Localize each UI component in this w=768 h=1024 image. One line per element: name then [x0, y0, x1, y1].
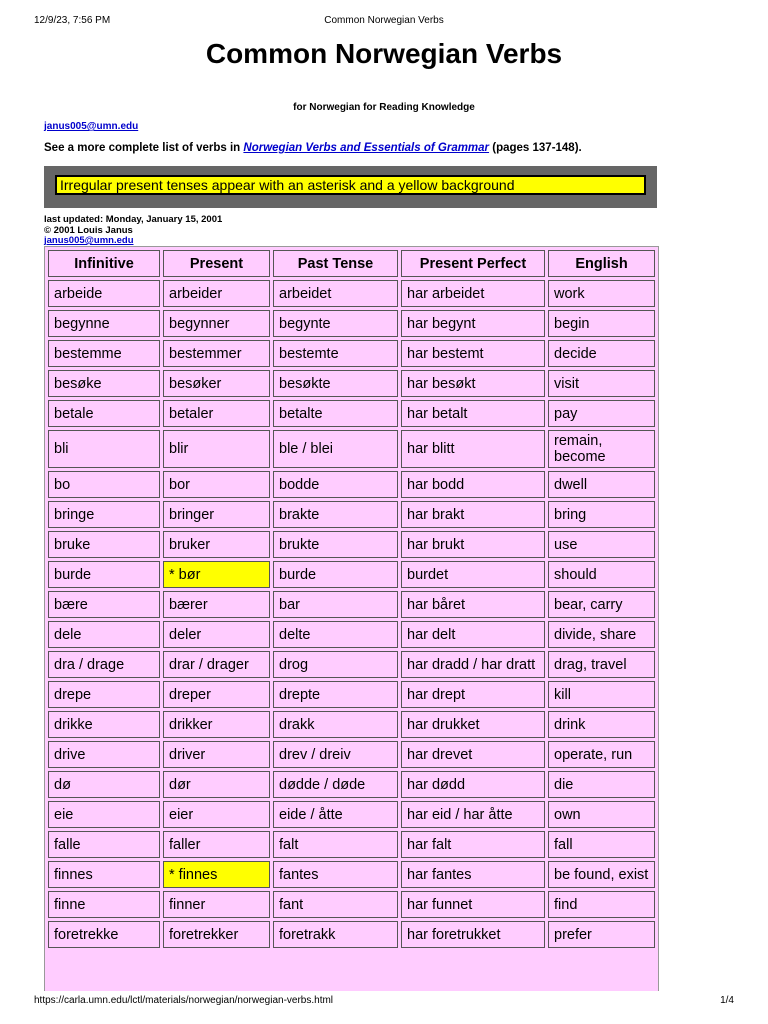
present-perfect-cell: har besøkt — [401, 370, 545, 397]
present-perfect-cell: har funnet — [401, 891, 545, 918]
english-cell: bear, carry — [548, 591, 655, 618]
copyright: © 2001 Louis Janus — [44, 224, 133, 236]
infinitive-cell: dø — [48, 771, 160, 798]
see-more-text — [44, 142, 582, 154]
past-tense-cell: brakte — [273, 501, 398, 528]
present-perfect-cell: har eid / har åtte — [401, 801, 545, 828]
present-perfect-cell: har fantes — [401, 861, 545, 888]
present-perfect-cell: har falt — [401, 831, 545, 858]
present-perfect-cell: har bodd — [401, 471, 545, 498]
table-row — [48, 400, 655, 427]
infinitive-cell: finnes — [48, 861, 160, 888]
present-cell: betaler — [163, 400, 270, 427]
present-cell: dreper — [163, 681, 270, 708]
table-row — [48, 621, 655, 648]
present-perfect-cell: har drukket — [401, 711, 545, 738]
infinitive-cell: dele — [48, 621, 160, 648]
present-cell: deler — [163, 621, 270, 648]
last-updated: last updated: Monday, January 15, 2001 — [44, 214, 223, 225]
past-tense-cell: falt — [273, 831, 398, 858]
print-url: https://carla.umn.edu/lctl/materials/norwegian/norwegian-verbs.html — [34, 995, 334, 1006]
infinitive-cell: besøke — [48, 370, 160, 397]
print-date: 12/9/23, 7:56 PM — [34, 15, 111, 26]
english-cell: be found, exist — [548, 861, 655, 888]
present-perfect-cell: har brukt — [401, 531, 545, 558]
present-cell: drikker — [163, 711, 270, 738]
present-cell: bærer — [163, 591, 270, 618]
table-row — [48, 340, 655, 367]
present-cell: driver — [163, 741, 270, 768]
present-cell: * bør — [163, 561, 270, 588]
table-row — [48, 771, 655, 798]
table-row — [48, 531, 655, 558]
past-tense-cell: drev / dreiv — [273, 741, 398, 768]
past-tense-cell: brukte — [273, 531, 398, 558]
table-row — [48, 741, 655, 768]
present-cell: arbeider — [163, 280, 270, 307]
past-tense-cell: ble / blei — [273, 430, 398, 468]
english-cell: drag, travel — [548, 651, 655, 678]
english-cell: dwell — [548, 471, 655, 498]
present-cell: besøker — [163, 370, 270, 397]
present-cell: begynner — [163, 310, 270, 337]
table-row — [48, 370, 655, 397]
see-more-prefix: See a more complete list of verbs in — [44, 142, 244, 154]
past-tense-cell: burde — [273, 561, 398, 588]
english-cell: bring — [548, 501, 655, 528]
english-cell: die — [548, 771, 655, 798]
table-row — [48, 831, 655, 858]
present-cell: eier — [163, 801, 270, 828]
past-tense-cell: fantes — [273, 861, 398, 888]
table-row — [48, 891, 655, 918]
infinitive-cell: betale — [48, 400, 160, 427]
infinitive-cell: finne — [48, 891, 160, 918]
infinitive-cell: bestemme — [48, 340, 160, 367]
past-tense-cell: drog — [273, 651, 398, 678]
infinitive-cell: bringe — [48, 501, 160, 528]
infinitive-cell: begynne — [48, 310, 160, 337]
present-cell: bestemmer — [163, 340, 270, 367]
english-cell: own — [548, 801, 655, 828]
meta-email-link[interactable]: janus005@umn.edu — [44, 235, 134, 246]
present-cell: bruker — [163, 531, 270, 558]
english-cell: operate, run — [548, 741, 655, 768]
present-perfect-cell: har båret — [401, 591, 545, 618]
english-cell: decide — [548, 340, 655, 367]
infinitive-cell: bære — [48, 591, 160, 618]
present-perfect-cell: har bestemt — [401, 340, 545, 367]
grammar-book-link[interactable]: Norwegian Verbs and Essentials of Grammar — [243, 142, 490, 154]
past-tense-cell: dødde / døde — [273, 771, 398, 798]
present-cell: bor — [163, 471, 270, 498]
irregular-note: Irregular present tenses appear with an asterisk and a yellow background — [55, 175, 646, 195]
see-more-suffix: (pages 137-148). — [489, 142, 582, 154]
english-cell: divide, share — [548, 621, 655, 648]
past-tense-cell: besøkte — [273, 370, 398, 397]
present-perfect-cell: har dødd — [401, 771, 545, 798]
table-row — [48, 711, 655, 738]
present-perfect-cell: har betalt — [401, 400, 545, 427]
present-cell: bringer — [163, 501, 270, 528]
table-row — [48, 501, 655, 528]
print-page-number: 1/4 — [720, 995, 734, 1006]
english-cell: work — [548, 280, 655, 307]
header-infinitive: Infinitive — [48, 250, 160, 277]
present-perfect-cell: har delt — [401, 621, 545, 648]
english-cell: remain, become — [548, 430, 655, 468]
past-tense-cell: drepte — [273, 681, 398, 708]
print-header — [34, 15, 734, 29]
page-title: Common Norwegian Verbs — [205, 38, 563, 69]
english-cell: use — [548, 531, 655, 558]
english-cell: pay — [548, 400, 655, 427]
past-tense-cell: delte — [273, 621, 398, 648]
present-perfect-cell: har arbeidet — [401, 280, 545, 307]
present-perfect-cell: burdet — [401, 561, 545, 588]
infinitive-cell: drikke — [48, 711, 160, 738]
infinitive-cell: drive — [48, 741, 160, 768]
header-present: Present — [163, 250, 270, 277]
table-row — [48, 861, 655, 888]
english-cell: drink — [548, 711, 655, 738]
present-perfect-cell: har foretrukket — [401, 921, 545, 948]
present-cell: finner — [163, 891, 270, 918]
infinitive-cell: falle — [48, 831, 160, 858]
table-row — [48, 430, 655, 468]
table-row — [48, 801, 655, 828]
present-cell: blir — [163, 430, 270, 468]
present-cell: foretrekker — [163, 921, 270, 948]
past-tense-cell: bestemte — [273, 340, 398, 367]
table-row — [48, 561, 655, 588]
present-cell: drar / drager — [163, 651, 270, 678]
english-cell: begin — [548, 310, 655, 337]
english-cell: should — [548, 561, 655, 588]
infinitive-cell: bo — [48, 471, 160, 498]
table-row — [48, 591, 655, 618]
table-header-row — [48, 250, 655, 277]
update-info — [44, 215, 222, 247]
table-row — [48, 651, 655, 678]
infinitive-cell: eie — [48, 801, 160, 828]
header-english: English — [548, 250, 655, 277]
past-tense-cell: foretrakk — [273, 921, 398, 948]
infinitive-cell: bruke — [48, 531, 160, 558]
past-tense-cell: drakk — [273, 711, 398, 738]
english-cell: prefer — [548, 921, 655, 948]
past-tense-cell: fant — [273, 891, 398, 918]
english-cell: kill — [548, 681, 655, 708]
irregular-note-box — [44, 166, 657, 208]
table-row — [48, 681, 655, 708]
infinitive-cell: drepe — [48, 681, 160, 708]
english-cell: visit — [548, 370, 655, 397]
past-tense-cell: begynte — [273, 310, 398, 337]
print-title: Common Norwegian Verbs — [324, 15, 444, 26]
present-perfect-cell: har drept — [401, 681, 545, 708]
present-perfect-cell: har brakt — [401, 501, 545, 528]
header-present-perfect: Present Perfect — [401, 250, 545, 277]
present-perfect-cell: har begynt — [401, 310, 545, 337]
header-past-tense: Past Tense — [273, 250, 398, 277]
table-row — [48, 921, 655, 948]
present-cell: faller — [163, 831, 270, 858]
infinitive-cell: dra / drage — [48, 651, 160, 678]
english-cell: fall — [548, 831, 655, 858]
past-tense-cell: eide / åtte — [273, 801, 398, 828]
infinitive-cell: bli — [48, 430, 160, 468]
past-tense-cell: bodde — [273, 471, 398, 498]
verb-table-body — [48, 280, 655, 948]
email-link[interactable]: janus005@umn.edu — [44, 121, 139, 132]
present-cell: * finnes — [163, 861, 270, 888]
english-cell: find — [548, 891, 655, 918]
verb-table-container — [44, 246, 659, 991]
present-perfect-cell: har drevet — [401, 741, 545, 768]
page-subtitle: for Norwegian for Reading Knowledge — [293, 102, 475, 113]
infinitive-cell: foretrekke — [48, 921, 160, 948]
past-tense-cell: bar — [273, 591, 398, 618]
table-row — [48, 310, 655, 337]
present-cell: dør — [163, 771, 270, 798]
infinitive-cell: arbeide — [48, 280, 160, 307]
past-tense-cell: arbeidet — [273, 280, 398, 307]
present-perfect-cell: har dradd / har dratt — [401, 651, 545, 678]
infinitive-cell: burde — [48, 561, 160, 588]
past-tense-cell: betalte — [273, 400, 398, 427]
present-perfect-cell: har blitt — [401, 430, 545, 468]
verb-table — [45, 247, 658, 951]
table-row — [48, 471, 655, 498]
print-footer — [34, 995, 734, 1009]
table-row — [48, 280, 655, 307]
